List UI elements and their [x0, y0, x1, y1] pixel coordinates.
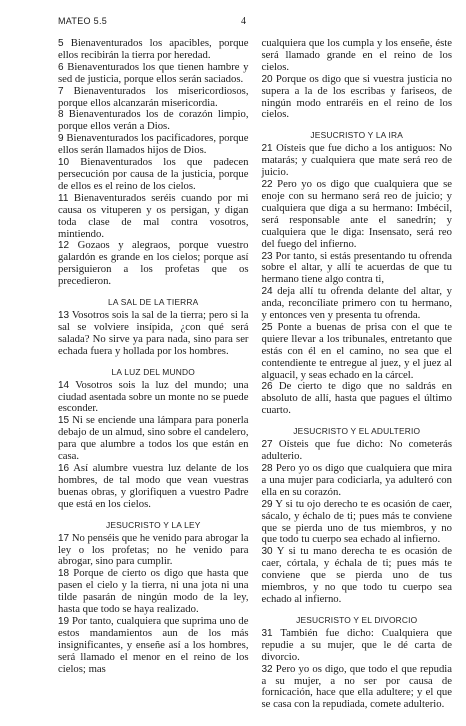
verse-number: 5 [58, 38, 64, 49]
verse-text: Bienaventurados los apacibles, porque ellos recibirán la tierra por heredad. [58, 37, 249, 61]
section-heading: JESUCRISTO Y EL DIVORCIO [296, 614, 418, 625]
verse-text: Bienaventurados los de corazón limpio, porque ellos verán a Dios. [58, 108, 249, 133]
verse [262, 664, 453, 712]
verse-text: Bienaventurados los que tienen hambre y sed de justicia, porque ellos serán saciados. [58, 60, 249, 85]
verse [58, 240, 249, 288]
verse-text: Bienaventurados los misericordiosos, porque ellos alcanzarán misericordia. [58, 84, 249, 109]
verse-number: 22 [261, 179, 273, 191]
verse-text: Por tanto, cualquiera que suprima uno de estos mandamientos aun de los más insignificantes, y enseñe así a los hombres, será llamado el menor en el reino de los cielos; mas [58, 614, 249, 675]
verse-text: Pero yo os digo, que todo el que repudia a su mujer, a no ser por causa de fornicación, hace que ella adultere; y el que se casa con la repudiada, comete adulterio. [261, 662, 453, 711]
verse-number: 9 [58, 133, 64, 145]
verse [58, 193, 249, 241]
verse-number: 31 [261, 627, 273, 639]
verse-text: Vosotros sois la luz del mundo; una ciudad asentada sobre un monte no se puede esconder. [58, 378, 249, 415]
verse-text: Bienaventurados los que padecen persecución por causa de la justicia, porque de ellos es el reino de los cielos. [58, 156, 249, 192]
verse-number: 16 [58, 463, 70, 474]
verse-number: 13 [58, 310, 70, 322]
page-number: 4 [241, 16, 246, 27]
verse [58, 380, 249, 416]
verse [262, 546, 453, 606]
verse-text: Y si tu ojo derecho te es ocasión de caer, sácalo, y échalo de ti; pues más te conviene que se pierda uno de tus miembros, y no que todo tu cuerpo sea echado al infierno. [261, 497, 453, 546]
verse-number: 18 [58, 568, 70, 580]
verse [262, 463, 453, 499]
verse [58, 463, 249, 511]
verse-text: No penséis que he venido para abrogar la ley o los profetas; no he venido para abrogar, sino para cumplir. [58, 531, 249, 568]
verse [262, 628, 453, 664]
right-column [262, 38, 453, 711]
verse [58, 86, 249, 110]
verse-number: 15 [58, 415, 70, 427]
verse [262, 143, 453, 179]
verse [262, 322, 453, 382]
verse-text: Porque os digo que si vuestra justicia no supera a la de los escribas y fariseos, de ningún modo entraréis en el reino de los cielos. [261, 72, 452, 121]
verse-text: Pero yo os digo que cualquiera que se enoje con su hermano será reo de juicio; y cualquiera que diga a su hermano: Imbécil, será responsable ante el sanedrín; y cualquiera que le diga: Insensato, será reo del fuego del infierno. [261, 178, 452, 250]
verse [262, 179, 453, 250]
verse [58, 415, 249, 463]
verse [58, 310, 249, 358]
verse [58, 533, 249, 569]
verse [262, 381, 453, 417]
verse-number: 6 [58, 61, 64, 73]
verse [262, 38, 453, 74]
verse-text: Pero yo os digo que cualquiera que mira a una mujer para codiciarla, ya adulteró con ella en su corazón. [261, 462, 453, 498]
section-heading: LA SAL DE LA TIERRA [108, 297, 199, 308]
verse [58, 616, 249, 676]
verse-number: 30 [261, 546, 273, 558]
verse-number: 27 [261, 439, 273, 451]
verse-number: 23 [261, 250, 273, 262]
verse-text: Oísteis que fue dicho a los antiguos: No matarás; y cualquiera que mate será reo de juicio. [261, 142, 453, 179]
verse-text: Por tanto, si estás presentando tu ofrenda sobre el altar, y allí te acuerdas de que tu hermano tiene algo contra ti, [261, 249, 452, 286]
running-head: MATEO 5.5 [58, 16, 108, 26]
verse-text: De cierto te digo que no saldrás en absoluto de allí, hasta que pagues el último cuarto. [261, 380, 452, 417]
verse-number: 19 [58, 615, 70, 627]
page-header [58, 16, 452, 38]
verse-text: deja allí tu ofrenda delante del altar, y anda, reconcíliate primero con tu hermano, y entonces ven y presenta tu ofrenda. [261, 285, 452, 322]
verse [58, 109, 249, 133]
verse [58, 38, 249, 62]
verse-number: 24 [261, 286, 273, 298]
verse-number: 28 [261, 463, 273, 474]
verse-text: Bienaventurados los pacificadores, porque ellos serán llamados hijos de Dios. [58, 132, 249, 157]
verse [58, 133, 249, 157]
verse-number: 17 [58, 532, 70, 544]
verse [262, 499, 453, 547]
section-heading: LA LUZ DEL MUNDO [111, 366, 195, 377]
verse-text: Porque de cierto os digo que hasta que pasen el cielo y la tierra, ni una jota ni una tilde pasarán de ningún modo de la ley, hasta que todo se haya realizado. [58, 567, 249, 616]
verse [262, 74, 453, 122]
text-columns [58, 38, 452, 711]
verse-text: Y si tu mano derecha te es ocasión de caer, córtala, y échala de ti; pues más te conviene que se pierda uno de tus miembros, y no que todo tu cuerpo sea echado al infierno. [261, 545, 452, 605]
verse-number: 12 [58, 240, 70, 252]
verse-text: Ni se enciende una lámpara para ponerla debajo de un almud, sino sobre el candelero, para que alumbre a todos los que están en casa. [58, 414, 249, 463]
verse-number: 7 [58, 85, 64, 97]
verse-number: 14 [58, 379, 70, 391]
verse-number: 20 [261, 73, 273, 85]
verse [58, 568, 249, 616]
verse-number: 25 [261, 321, 273, 333]
verse-number: 26 [261, 381, 273, 393]
verse-number: 11 [58, 192, 69, 204]
section-heading: JESUCRISTO Y LA LEY [105, 519, 201, 530]
verse-number: 21 [261, 143, 273, 155]
verse-text: Así alumbre vuestra luz delante de los hombres, de tal modo que vean vuestras buenas obras, y glorifiquen a vuestro Padre que está en los cielos. [58, 462, 249, 510]
verse-number: 29 [261, 498, 273, 510]
verse-text: Oísteis que fue dicho: No cometerás adulterio. [261, 438, 452, 463]
verse-number: 10 [58, 157, 70, 169]
verse [58, 157, 249, 193]
section-heading: JESUCRISTO Y EL ADULTERIO [293, 426, 421, 437]
verse [262, 286, 453, 322]
section-heading: JESUCRISTO Y LA IRA [310, 130, 404, 141]
verse [262, 251, 453, 287]
verse-text: cualquiera que los cumpla y los enseñe, éste será llamado grande en el reino de los cielos. [261, 37, 452, 73]
left-column [58, 38, 249, 711]
verse-text: Gozaos y alegraos, porque vuestro galardón es grande en los cielos; porque así persiguieron a los profetas que os precedieron. [58, 239, 249, 288]
verse-text: También fue dicho: Cualquiera que repudie a su mujer, que le dé carta de divorcio. [261, 626, 453, 663]
verse [262, 439, 453, 463]
verse [58, 62, 249, 86]
verse-text: Vosotros sois la sal de la tierra; pero si la sal se volviere insípida, ¿con qué será salada? No sirve ya para nada, sino para ser echada fuera y hollada por los hombres. [58, 309, 249, 357]
verse-text: Bienaventurados seréis cuando por mi causa os vituperen y os persigan, y digan toda clase de mal contra vosotros, mintiendo. [58, 191, 249, 240]
verse-text: Ponte a buenas de prisa con el que te quiere llevar a los tribunales, entretanto que estás con él en el camino, no sea que el contendiente te entregue al juez, y el juez al alguacil, y seas echado en la cárcel. [261, 320, 452, 381]
verse-number: 32 [261, 663, 273, 675]
verse-number: 8 [58, 109, 64, 121]
